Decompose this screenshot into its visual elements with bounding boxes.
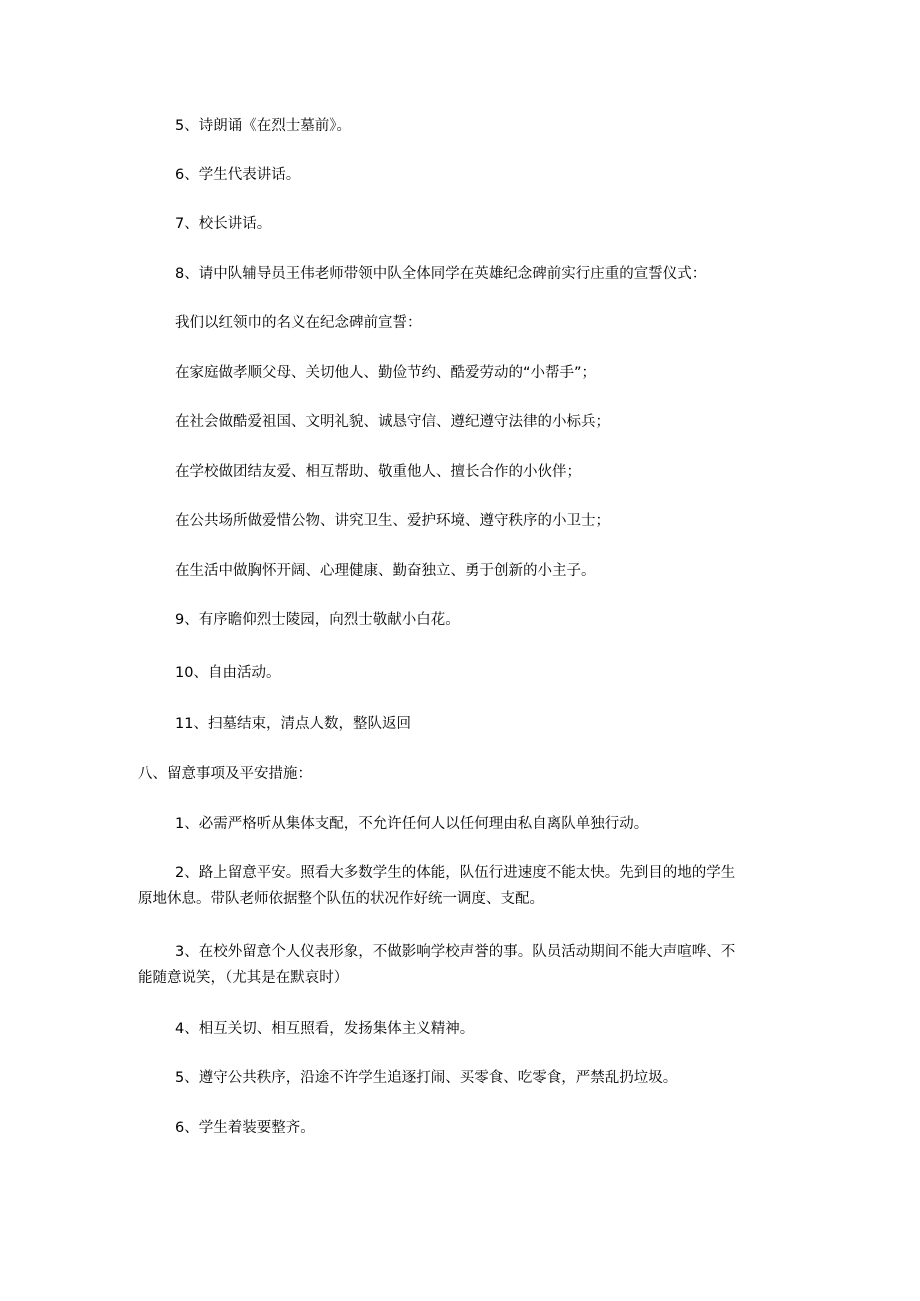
oath-line-society: 在社会做酷爱祖国、文明礼貌、诚恳守信、遵纪遵守法律的小标兵；: [175, 414, 610, 430]
oath-line-home: 在家庭做孝顺父母、关切他人、勤俭节约、酷爱劳动的“小帮手”；: [175, 365, 597, 381]
note-6: 6、学生着装要整齐。: [175, 1120, 315, 1136]
program-item-11: 11、扫墓结束，清点人数，整队返回: [175, 716, 411, 732]
note-2-line-2: 原地休息。带队老师依据整个队伍的状况作好统一调度、支配。: [138, 891, 544, 907]
note-3-line-2: 能随意说笑，（尤其是在默哀时）: [138, 970, 349, 986]
note-4: 4、相互关切、相互照看，发扬集体主义精神。: [175, 1021, 475, 1037]
program-item-5: 5、诗朗诵《在烈士墓前》。: [175, 118, 351, 134]
program-item-7: 7、校长讲话。: [175, 216, 272, 232]
note-2-line-1: 2、路上留意平安。照看大多数学生的体能，队伍行进速度不能太快。先到目的地的学生: [175, 865, 736, 881]
note-5: 5、遵守公共秩序，沿途不许学生追逐打闹、买零食、吃零食，严禁乱扔垃圾。: [175, 1070, 678, 1086]
program-item-8: 8、请中队辅导员王伟老师带领中队全体同学在英雄纪念碑前实行庄重的宣誓仪式：: [175, 266, 707, 282]
program-item-6: 6、学生代表讲话。: [175, 167, 301, 183]
oath-intro: 我们以红领巾的名义在纪念碑前宣誓：: [175, 315, 422, 331]
note-1: 1、必需严格听从集体支配，不允许任何人以任何理由私自离队单独行动。: [175, 816, 649, 832]
oath-line-school: 在学校做团结友爱、相互帮助、敬重他人、擅长合作的小伙伴；: [175, 464, 581, 480]
program-item-10: 10、自由活动。: [175, 665, 281, 681]
oath-line-life: 在生活中做胸怀开阔、心理健康、勤奋独立、勇于创新的小主子。: [175, 563, 596, 579]
program-item-9: 9、有序瞻仰烈士陵园，向烈士敬献小白花。: [175, 612, 460, 628]
section-heading: 八、留意事项及平安措施：: [138, 766, 312, 782]
oath-line-public: 在公共场所做爱惜公物、讲究卫生、爱护环境、遵守秩序的小卫士；: [175, 513, 610, 529]
note-3-line-1: 3、在校外留意个人仪表形象，不做影响学校声誉的事。队员活动期间不能大声喧哗、不: [175, 944, 736, 960]
